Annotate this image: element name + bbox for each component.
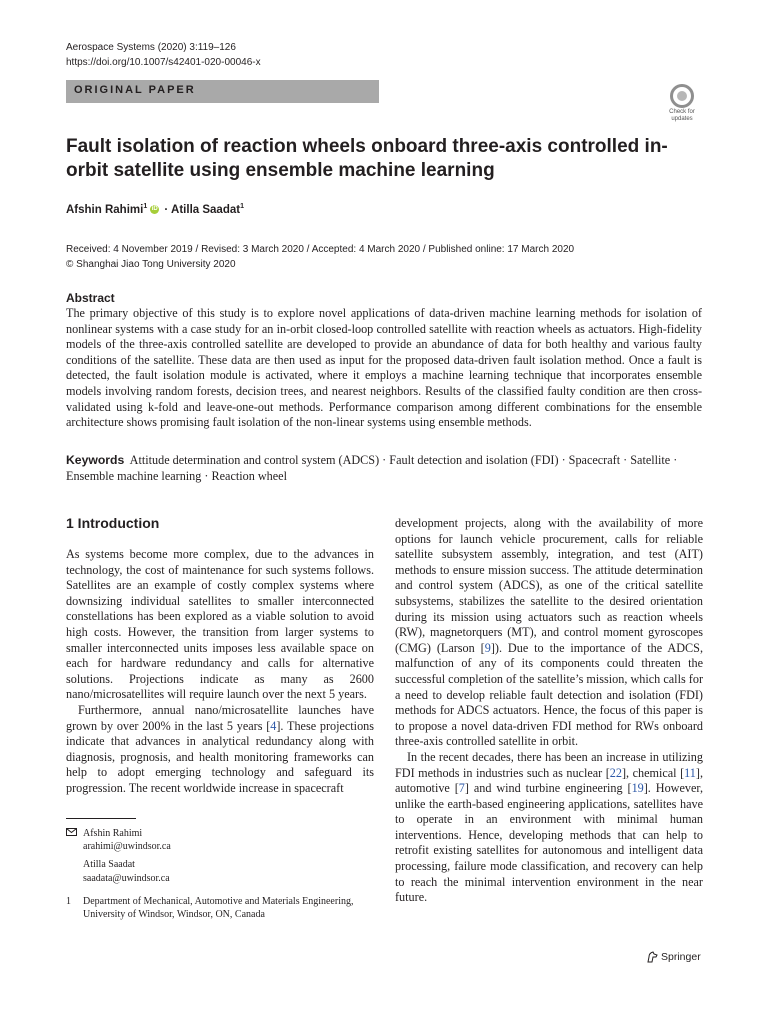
copyright: © Shanghai Jiao Tong University 2020: [66, 259, 236, 270]
check-updates-text: Check for updates: [669, 109, 695, 122]
citation-link[interactable]: 9: [484, 640, 491, 655]
paragraph: Furthermore, annual nano/microsatellite launches have grown by over 200% in the last 5 years [4]. These projections indicate that advances in analytical redundancy along with diagnosis, prognosis, and health monitoring frameworks can help to adopt emerging technology and safeguard its progression. The recent worldwide increase in spacecraft: [66, 702, 375, 795]
paper-title: Fault isolation of reaction wheels onboard three-axis controlled in-orbit satellite using ensemble machine learning: [66, 136, 668, 181]
keywords-text: Attitude determination and control system (ADCS) · Fault detection and isolation (FDI) · Spacecraft · Satellite · Ensemble machine learning · Reaction wheel: [66, 453, 678, 483]
publisher-name: Springer: [661, 951, 701, 963]
author-affiliation-mark: 1: [143, 203, 148, 210]
check-updates-icon: [670, 84, 694, 108]
author-separator: ·: [164, 203, 169, 216]
right-column: [395, 516, 703, 906]
author-name[interactable]: Atilla Saadat: [171, 203, 241, 216]
publisher-logo: [646, 951, 701, 963]
history-dates: Received: 4 November 2019 / Revised: 3 March 2020 / Accepted: 4 March 2020 / Published online: 17 March 2020: [66, 244, 575, 255]
doi-link[interactable]: https://doi.org/10.1007/s42401-020-00046-x: [66, 57, 261, 68]
orcid-icon[interactable]: iD: [151, 206, 158, 213]
contact-name: Atilla Saadat: [83, 859, 135, 871]
footnotes: [66, 827, 366, 921]
contact-email[interactable]: saadata@uwindsor.ca: [83, 872, 170, 884]
springer-horse-icon: [646, 951, 661, 963]
article-type-label: ORIGINAL PAPER: [74, 84, 196, 96]
author-list: [66, 203, 244, 216]
publication-dates: [66, 242, 574, 272]
affiliation-footnote: [66, 895, 366, 921]
keywords: [66, 453, 702, 484]
article-type-bar: [66, 80, 379, 103]
citation-link[interactable]: 7: [458, 781, 465, 796]
abstract-text: The primary objective of this study is to explore novel applications of data-driven machine learning methods for isolation of nonlinear systems with a case study for an in-orbit closed-loop controlled satellite with reaction wheels as actuators. High-fidelity models of the three-axis controlled satellite are developed to provide an abundance of data for both healthy and various faulty conditions of the satellite. These data are then used as input for the proposed data-driven fault isolation method. Once a fault is detected, the fault isolation module is activated, where it employs a machine learning technique that incorporates ensemble models involving random forests, decision trees, and nearest neighbors. Results of the classified faulty condition are then cross-validated using k-fold and leave-one-out methods. Performance comparison among different combinations for the ensemble architecture shows promising fault isolation of the non-linear systems using ensemble methods.: [66, 306, 702, 430]
contact-block: [66, 827, 366, 885]
envelope-icon: [66, 827, 77, 840]
left-column: [66, 547, 374, 797]
paragraph: development projects, along with the availability of more options for launch vehicle procurement, calls for reliable satellite subsystem assembly, integration, and test (AIT) methods to ensure mission success. The attitude determination and control system (ADCS), as one of the critical satellite subsystems, stabilizes the satellite to the desired orientation during its mission using actuators such as reaction wheels (RW), magnetorquers (MT), and control moment gyroscopes (CMG) (Larson [9]). Due to the importance of the ADCS, malfunction of any of its components could threaten the successful completion of the satellite’s mission, which calls for a need to develop reliable fault detection and isolation (FDI) methods for ADCS actuators. Hence, the focus of this paper is to propose a novel data-driven FDI method for RWs onboard three-axis controlled satellite in orbit.: [395, 516, 703, 749]
affiliation-text: Department of Mechanical, Automotive and Materials Engineering, University of Windsor, Windsor, ON, Canada: [83, 895, 354, 921]
citation-link[interactable]: 19: [631, 781, 644, 796]
citation-link[interactable]: 4: [270, 718, 277, 733]
footnote-divider: [66, 818, 136, 819]
keywords-heading: Keywords: [66, 453, 125, 467]
paragraph: In the recent decades, there has been an increase in utilizing FDI methods in industries such as nuclear [22], chemical [11], automotive [7] and wind turbine engineering [19]. However, unlike the earth-based engineering applications, satellites have to operate in an environment with minimal human interventions. Hence, developing methods that can help to retrofit existing satellites for autonomous and intelligent data processing, failure mode classification, and recovery can help to reach the minimal intervention environment in the near future.: [395, 749, 703, 905]
journal-info: [66, 40, 261, 70]
abstract-heading: Abstract: [66, 291, 115, 305]
contact-name: Afshin Rahimi: [83, 828, 143, 839]
paragraph: As systems become more complex, due to the advances in technology, the cost of maintenance for such systems follows. Satellites are an example of costly complex systems where downsizing individual satellites to smaller interconnected constellations has been explored as a viable solution to avoid high costs. However, the transition from larger systems to smaller interconnected units imposes less available space on each for hardware redundancy and calls for alternative solutions. Projections indicate as many as 2600 nano/microsatellites will require launch over the next 5 years.: [66, 547, 374, 702]
author-name[interactable]: Afshin Rahimi: [66, 203, 144, 216]
journal-citation: Aerospace Systems (2020) 3:119–126: [66, 42, 236, 53]
author-affiliation-mark: 1: [240, 203, 244, 210]
contact-email[interactable]: arahimi@uwindsor.ca: [83, 841, 171, 853]
affiliation-mark: 1: [66, 895, 71, 907]
citation-link[interactable]: 11: [684, 765, 696, 780]
citation-link[interactable]: 22: [609, 765, 622, 780]
section-heading: 1 Introduction: [66, 515, 160, 531]
check-for-updates-badge[interactable]: [662, 84, 702, 124]
